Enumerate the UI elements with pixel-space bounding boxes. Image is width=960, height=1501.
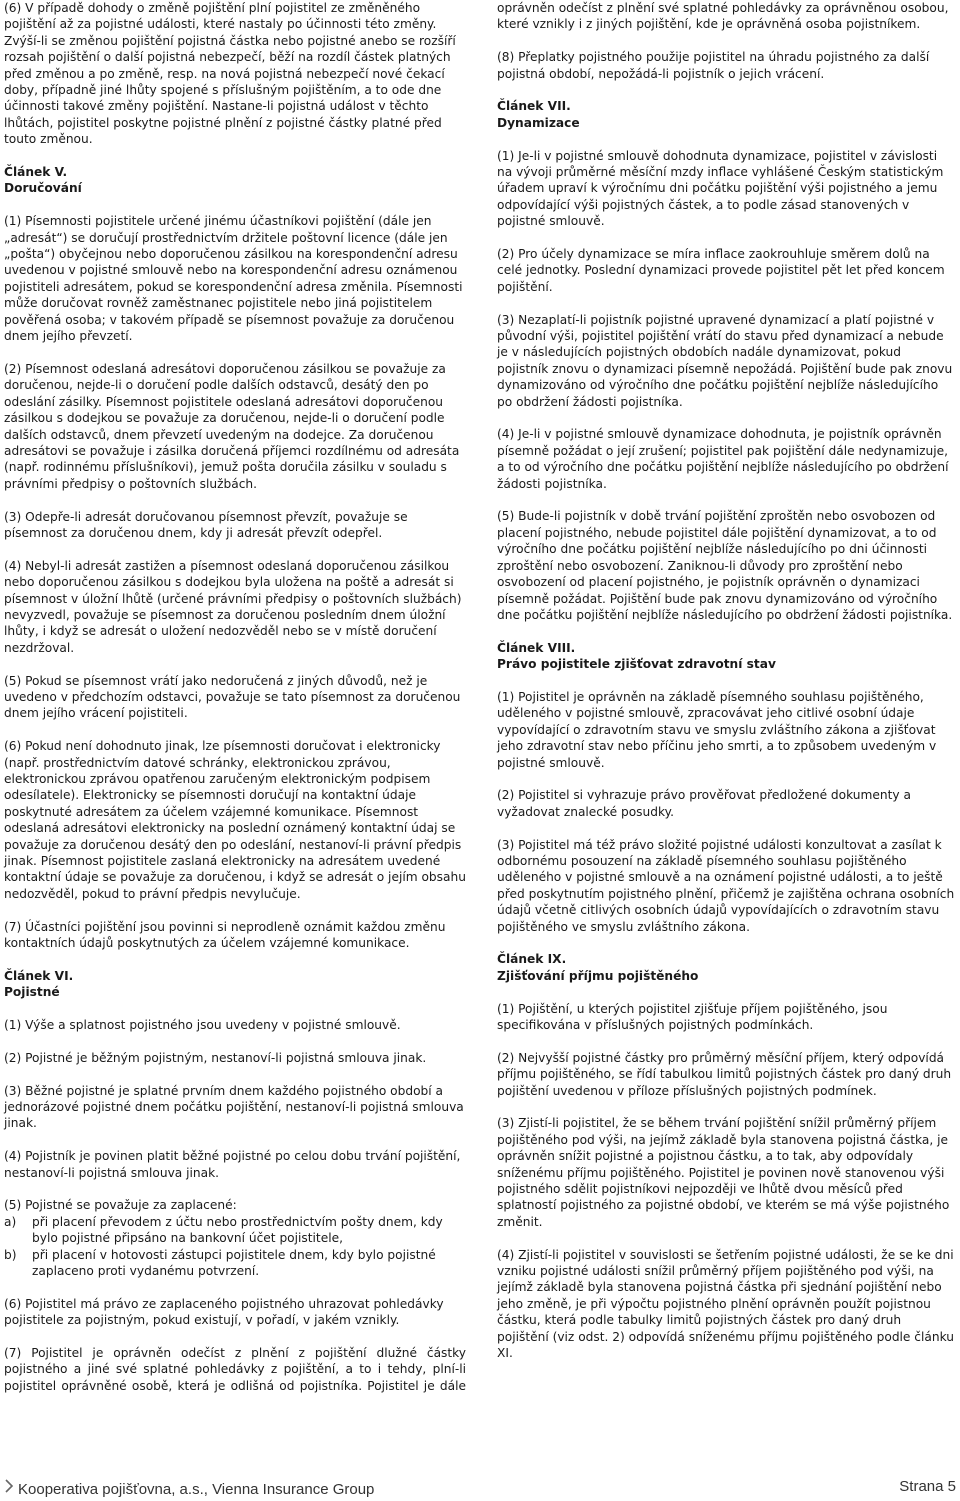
paragraph: (2) Nejvyšší pojistné částky pro průměrný měsíční příjem, který odpovídá příjmu pojištěného, se řídí tabulkou limitů pojistných částek pro daný druh pojištění uvedenou v příloze příslušných pojistných podmínek. <box>497 1050 952 1098</box>
section-heading <box>497 951 956 984</box>
paragraph: (5) Bude-li pojistník v době trvání pojištění zproštěn nebo osvobozen od placení pojistného, nebude pojistitel dále pojištění dynamizovat, a to od výročního dne počátku pojištění nejblíže následujícího po dni účinnosti zproštění nebo osvobození. Zaniknou-li důvody pro zproštění nebo osvobození od placení pojistného, je pojistník oprávněn o dynamizaci písemně požádat. Pojištění bude pak znovu dynamizováno od výročního dne počátku pojištění nejblíže následujícího po obdržení žádosti pojistníka. <box>497 509 953 622</box>
paragraph: (3) Zjistí-li pojistitel, že se během trvání pojištění snížil průměrný příjem pojištěného pod výši, na jejímž základě byla stanovena pojistná částka, je oprávněn snížit pojistné a pojistnou částku, a to tak, aby odpovídaly sníženému příjmu pojištěného. Pojistitel je povinen nově stanovenou výši pojistného sdělit pojistníkovi nejpozději ve lhůtě dvou měsíců před splatností pojistného za pojistné období, ve kterém se má výše pojistného změnit. <box>497 1116 950 1229</box>
article-number: Článek V. <box>4 165 68 180</box>
article-number: Článek VI. <box>4 968 74 983</box>
article-title: Zjišťování příjmu pojištěného <box>497 968 699 983</box>
paragraph: (6) Pokud není dohodnuto jinak, lze písemnosti doručovat i elektronicky (např. prostřednictvím datové schránky, elektronickou zprávou, elektronickou zprávou opatřenou zaručeným elektronickým podpisem odesílatele). Elektronicky se písemnosti doručují na kontaktní údaje poskytnuté adresátem za účelem vzájemné komunikace. Písemnost odeslaná adresátovi elektronicky na poslední oznámený kontaktní údaj se považuje za doručenou desátý den po odeslání, nestanoví-li právní předpis jinak. Písemnost pojistitele zaslaná elektronicky na adresátem uvedené kontaktní údaje se považuje za doručenou, i když se adresát o jejím obsahu nedozvěděl, pokud to právní předpis nevylučuje. <box>4 739 466 901</box>
paragraph: (3) Nezaplatí-li pojistník pojistné upravené dynamizací a platí pojistné v původní výši, pojistitel pojištění vrátí do stavu před dynamizací a nebude je v následujících pojistných obdobích nadále dynamizovat, pokud pojistník znovu o dynamizaci písemně nepožádá. Pojištění bude pak znovu dynamizováno od výročního dne počátku pojištění nejblíže následujícího po obdržení žádosti pojistníka. <box>497 312 953 409</box>
list-marker: a) <box>4 1214 17 1229</box>
page-footer <box>4 1478 956 1500</box>
section-heading <box>497 640 956 673</box>
paragraph: (3) Odepře-li adresát doručovanou písemnost převzít, považuje se písemnost za doručenou dnem, kdy ji adresát převzít odepřel. <box>4 509 408 540</box>
paragraph: (2) Pro účely dynamizace se míra inflace zaokrouhluje směrem dolů na celé jednotky. Poslední dynamizaci provede pojistitel pět let před koncem pojištění. <box>497 247 945 294</box>
section-heading <box>4 164 466 197</box>
footer-brand-text: Kooperativa pojišťovna, a.s., Vienna Insurance Group <box>18 1481 375 1498</box>
paragraph: (1) Pojistitel je oprávněn na základě písemného souhlasu pojištěného, uděleného v pojistné smlouvě, zpracovávat jeho citlivé osobní údaje vypovídající o zdravotním stavu ve smyslu zvláštního zákona a zjišťovat jeho zdravotní stav nebo příčinu jeho smrti, a to způsobem uvedeným v pojistné smlouvě. <box>497 689 937 770</box>
list-item-text: při placení v hotovosti zástupci pojistitele dnem, kdy bylo pojistné zaplaceno proti vydanému potvrzení. <box>32 1247 436 1279</box>
article-number: Článek VII. <box>497 99 571 114</box>
paragraph: (6) V případě dohody o změně pojištění plní pojistitel ze změněného pojištění až za pojistné události, které nastaly po účinnosti této změny. Zvýší-li se změnou pojištění pojistná částka nebo pojistné anebo se rozšíří rozsah pojištění o další pojistná nebezpečí, běží na rozdíl částek platných před změnou a po změně, resp. na nová pojistná nebezpečí nové čekací doby, případně jiné lhůty spojené s příslušným pojištěním, a to ode dne účinnosti takové změny pojištění. Nastane-li pojistná událost v těchto lhůtách, pojistitel poskytne pojistné plnění z pojistné částky platné před touto změnou. <box>4 1 456 147</box>
paragraph: (4) Nebyl-li adresát zastižen a písemnost odeslaná doporučenou zásilkou nebo doporučenou zásilkou s dodejkou byla uložena na poště a adresát si písemnost v úložní lhůtě (určené právními předpisy o poštovních službách) nevyzvedl, považuje se písemnost za doručenou posledním dnem úložní lhůty, i když se adresát o uložení nedozvěděl nebo se v místě doručení nezdržoval. <box>4 558 462 655</box>
paragraph: (1) Pojištění, u kterých pojistitel zjišťuje příjem pojištěného, jsou specifikována v příslušných pojistných podmínkách. <box>497 1001 888 1032</box>
footer-brand <box>4 1478 374 1498</box>
list-item <box>4 1247 466 1280</box>
list-marker: b) <box>4 1247 17 1262</box>
article-title: Doručování <box>4 181 82 196</box>
paragraph: (2) Pojistitel si vyhrazuje právo prověřovat předložené dokumenty a vyžadovat znalecké posudky. <box>497 788 911 819</box>
paragraph: (1) Písemnosti pojistitele určené jinému účastníkovi pojištění (dále jen „adresát“) se doručují prostřednictvím držitele poštovní licence (dále jen „pošta“) obyčejnou nebo doporučenou zásilkou na korespondenční adresu uvedenou v pojistné smlouvě nebo na korespondenční adresu oznámenou pojistiteli adresátem, pokud se korespondenční adresa změnila. Písemnosti může doručovat rovněž zaměstnanec pojistitele nebo jiná pojistitelem pověřená osoba; v takovém případě se písemnost považuje za doručenou dnem jejího převzetí. <box>4 214 463 344</box>
paragraph: (1) Je-li v pojistné smlouvě dohodnuta dynamizace, pojistitel v závislosti na vývoji průměrné měsíční mzdy inflace vyhlášené Českým statistickým úřadem upraví k výročnímu dni počátku pojištění výši pojistného a jemu odpovídající výši pojistných částek, a to podle zásad stanovených v pojistné smlouvě. <box>497 148 944 229</box>
list-intro: (5) Pojistné se považuje za zaplacené: <box>4 1198 237 1213</box>
paragraph: (3) Běžné pojistné je splatné prvním dnem každého pojistného období a jednorázové pojistné dnem počátku pojištění, nestanoví-li pojistná smlouva jinak. <box>4 1083 464 1131</box>
paragraph: (2) Pojistné je běžným pojistným, nestanoví-li pojistná smlouva jinak. <box>4 1050 427 1065</box>
page-number: Strana 5 <box>899 1478 956 1495</box>
article-number: Článek VIII. <box>497 640 576 655</box>
paragraph: (4) Je-li v pojistné smlouvě dynamizace dohodnuta, je pojistník oprávněn písemně požádat o její zrušení; pojistitel pak pojištění dále nedynamizuje, a to od výročního dne počátku pojištění nejblíže následujícího po obdržení žádosti pojistníka. <box>497 427 949 491</box>
paragraph: (4) Pojistník je povinen platit běžné pojistné po celou dobu trvání pojištění, nestanoví-li pojistná smlouva jinak. <box>4 1149 461 1180</box>
article-title: Pojistné <box>4 985 60 1000</box>
paragraph: (7) Pojistitel je oprávněn odečíst z plnění z pojištění dlužné částky pojistného a jiné své splatné pohledávky z pojištění, a to i tehdy, plní-li pojistitel oprávněné osobě, která je odlišná od pojistníka. Pojistitel je dále <box>4 1346 466 1393</box>
article-title: Dynamizace <box>497 115 580 130</box>
paragraph: (3) Pojistitel má též právo složité pojistné události konzultovat a zasílat k odbornému posouzení na základě písemného souhlasu pojištěného uděleného v pojistné smlouvě a na oznámení pojistné události, a to ještě před poskytnutím pojistného plnění, přičemž je zajištěna ochrana osobních údajů včetně citlivých osobních údajů vypovídajících o zdravotním stavu pojištěného ve smyslu zvláštního zákona. <box>497 837 955 934</box>
paragraph: (8) Přeplatky pojistného použije pojistitel na úhradu pojistného za další pojistná období, nepožádá-li pojistník o jejich vrácení. <box>497 50 930 81</box>
paragraph: oprávněn odečíst z plnění své splatné pohledávky za oprávněnou osobou, které vznikly i z jiných pojištění, kde je oprávněná osoba pojistníkem. <box>497 1 949 32</box>
paragraph: (4) Zjistí-li pojistitel v souvislosti se šetřením pojistné události, že se ke dni vzniku pojistné události snížil průměrný příjem pojištěného pod výši, na jejímž základě byla stanovena pojistná částka při sjednání pojištění nebo jeho změně, je při výpočtu pojistného plnění oprávněn použít pojistnou částku, která podle tabulky limitů pojistných částek pro daný druh pojištění (viz odst. 2) odpovídá sníženému příjmu pojištěného podle článku XI. <box>497 1247 954 1361</box>
paragraph: (6) Pojistitel má právo ze zaplaceného pojistného uhrazovat pohledávky pojistitele za pojistným, pokud existují, v pořadí, v jakém vznikly. <box>4 1296 444 1328</box>
payment-list <box>4 1197 466 1279</box>
paragraph: (7) Účastníci pojištění jsou povinni si neprodleně oznámit každou změnu kontaktních údajů poskytnutých za účelem vzájemné komunikace. <box>4 919 446 951</box>
article-title: Právo pojistitele zjišťovat zdravotní stav <box>497 657 776 672</box>
right-column <box>497 0 956 1378</box>
paragraph: (2) Písemnost odeslaná adresátovi doporučenou zásilkou se považuje za doručenou, nejde-li o doručení podle dalších odstavců, desátý den po odeslání zásilky. Písemnost pojistitele odeslaná adresátovi doporučenou zásilkou s dodejkou se považuje za doručenou, nejde-li o doručení podle dalších odstavců, dnem převzetí uvedeným na dodejce. Za doručenou adresátovi se považuje i zásilka doručená příjemci rozdílnému od adresáta (např. rodinnému příslušníkovi), jemuž pošta doručila zásilku v souladu s právními předpisy o poštovních službách. <box>4 361 460 491</box>
paragraph: (1) Výše a splatnost pojistného jsou uvedeny v pojistné smlouvě. <box>4 1018 401 1033</box>
article-number: Článek IX. <box>497 952 567 967</box>
list-item <box>4 1214 466 1247</box>
paragraph: (5) Pokud se písemnost vrátí jako nedoručená z jiných důvodů, než je uvedeno v předchozím odstavci, považuje se tato písemnost za doručenou dnem jejího vrácení pojistiteli. <box>4 673 461 721</box>
list-item-text: při placení převodem z účtu nebo prostřednictvím pošty dnem, kdy bylo pojistné připsáno na bankovní účet pojistitele, <box>32 1214 443 1246</box>
left-column <box>4 0 466 1411</box>
section-heading <box>4 968 466 1001</box>
chevron-right-icon <box>4 1478 16 1498</box>
section-heading <box>497 98 956 131</box>
